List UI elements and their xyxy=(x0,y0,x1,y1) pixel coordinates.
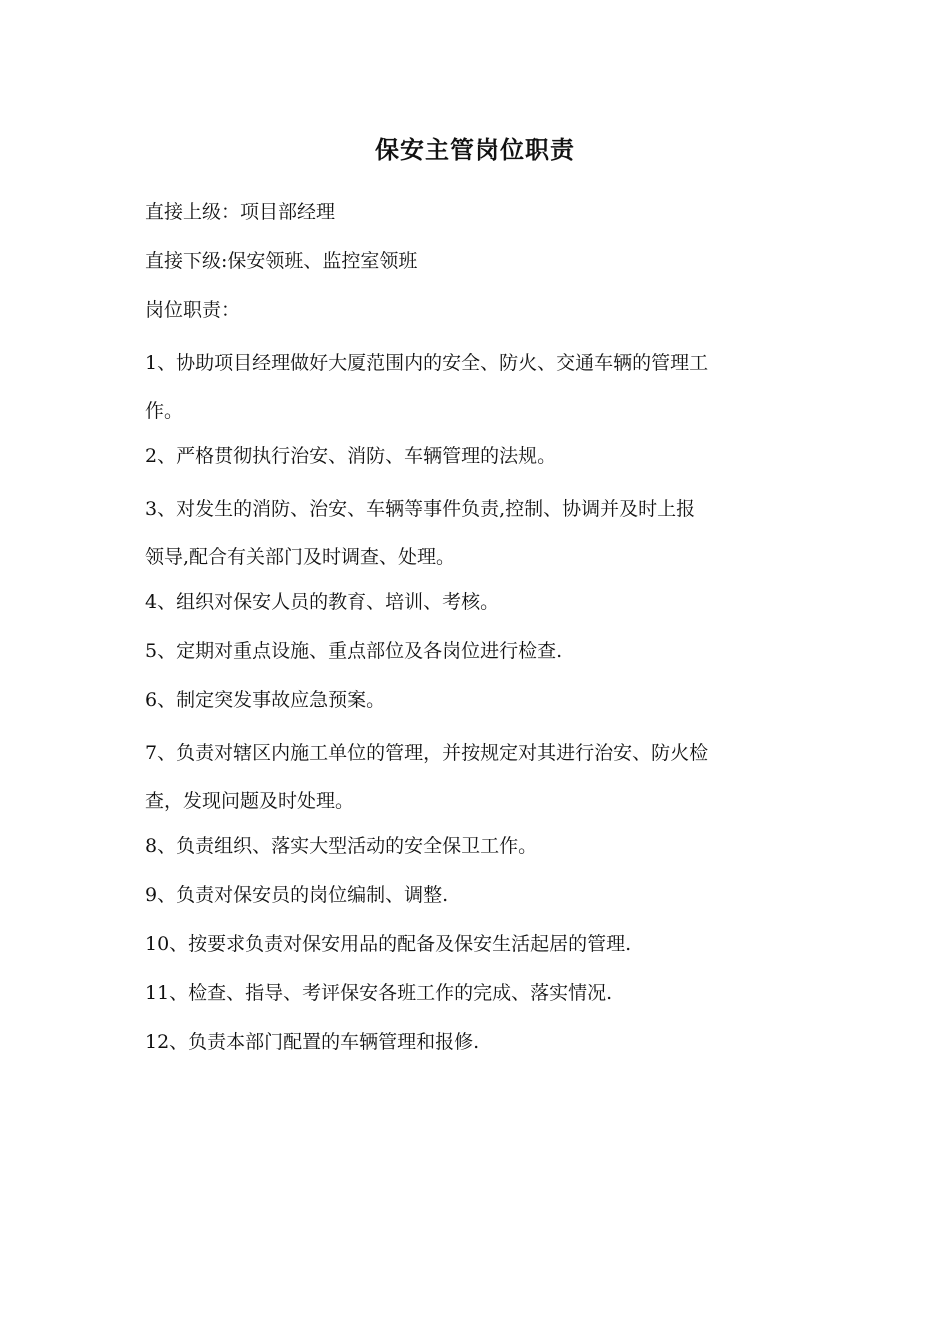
duty-item-5: 5、定期对重点设施、重点部位及各岗位进行检查. xyxy=(145,640,563,662)
duties-heading: 岗位职责： xyxy=(145,299,241,321)
duty-item-8: 8、负责组织、落实大型活动的安全保卫工作。 xyxy=(145,835,538,857)
duty-item-4: 4、组织对保安人员的教育、培训、考核。 xyxy=(145,591,500,613)
duty-item-6: 6、制定突发事故应急预案。 xyxy=(145,689,386,711)
duty-item-7-line1: 7、负责对辖区内施工单位的管理，并按规定对其进行治安、防火检 xyxy=(145,742,709,764)
duty-item-1-line2: 作。 xyxy=(145,400,184,422)
duty-item-11: 11、检查、指导、考评保安各班工作的完成、落实情况. xyxy=(145,982,613,1004)
duty-item-10: 10、按要求负责对保安用品的配备及保安生活起居的管理. xyxy=(145,933,632,955)
duty-item-2: 2、严格贯彻执行治安、消防、车辆管理的法规。 xyxy=(145,445,557,467)
duty-item-3-line2: 领导,配合有关部门及时调查、处理。 xyxy=(145,546,456,568)
duty-item-7-line2: 查，发现问题及时处理。 xyxy=(145,790,355,812)
document-title: 保安主管岗位职责 xyxy=(375,135,575,164)
subordinate-line: 直接下级:保安领班、监控室领班 xyxy=(145,250,418,272)
duty-item-3-line1: 3、对发生的消防、治安、车辆等事件负责,控制、协调并及时上报 xyxy=(145,498,696,520)
duty-item-1 xyxy=(145,339,810,435)
superior-line: 直接上级：项目部经理 xyxy=(145,201,336,223)
duty-item-7 xyxy=(145,729,810,825)
duty-item-12: 12、负责本部门配置的车辆管理和报修. xyxy=(145,1031,480,1053)
duty-item-9: 9、负责对保安员的岗位编制、调整. xyxy=(145,884,449,906)
duty-item-3 xyxy=(145,485,810,581)
document-body xyxy=(145,192,810,1071)
duty-item-1-line1: 1、协助项目经理做好大厦范围内的安全、防火、交通车辆的管理工 xyxy=(145,352,709,374)
